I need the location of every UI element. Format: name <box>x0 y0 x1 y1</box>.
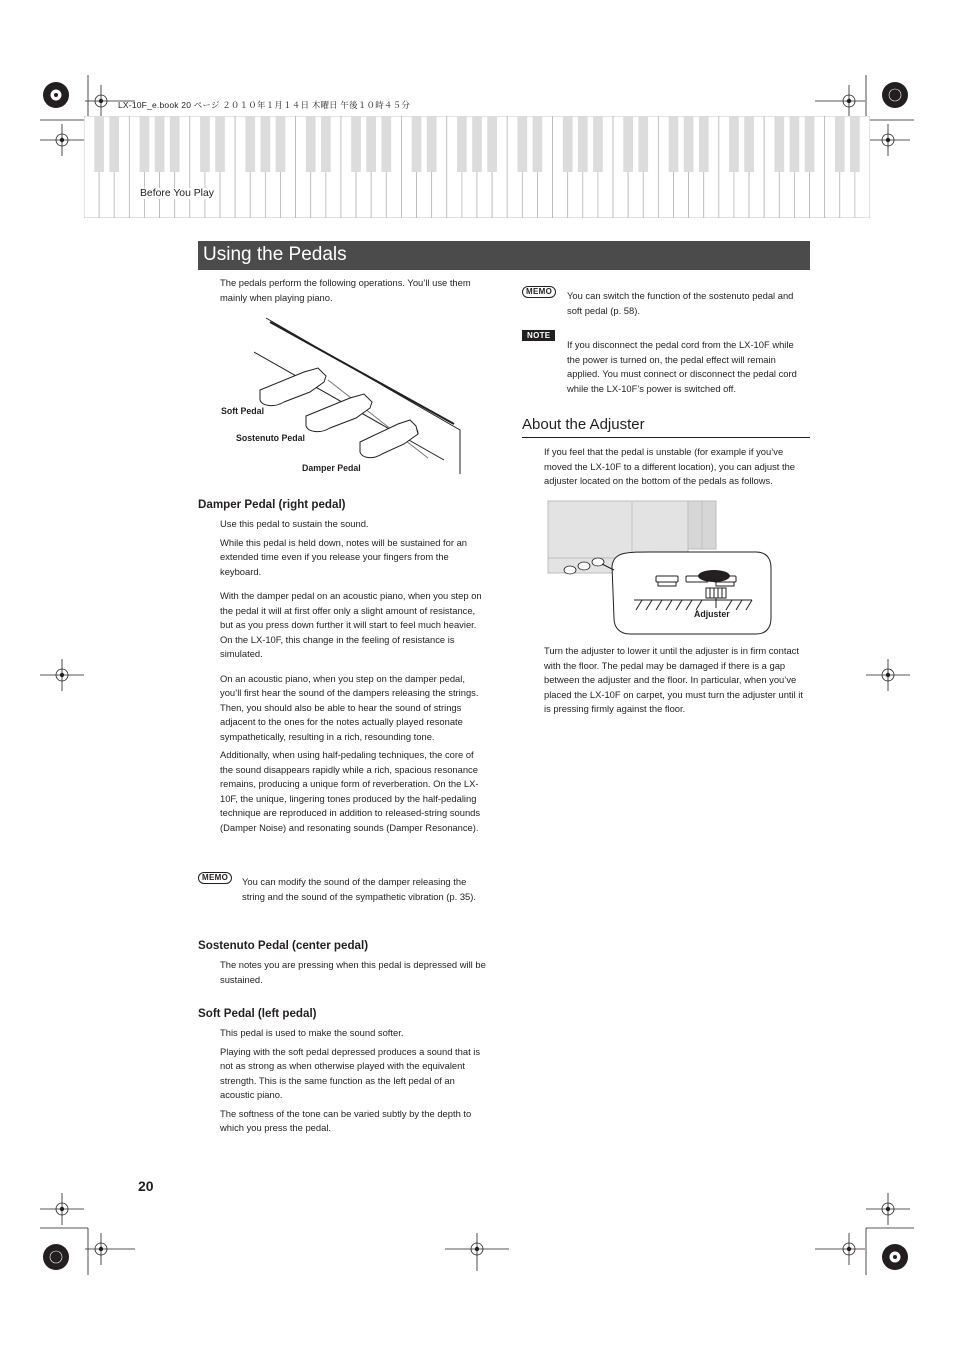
black-key <box>245 116 255 172</box>
keyboard-banner <box>84 116 870 218</box>
right-memo-text: You can switch the function of the sostenuto pedal and soft pedal (p. 58). <box>567 290 794 316</box>
black-key <box>321 116 331 172</box>
black-key <box>744 116 754 172</box>
black-key <box>155 116 165 172</box>
black-key <box>805 116 815 172</box>
black-key <box>533 116 543 172</box>
sostenuto-body <box>220 958 486 991</box>
damper-pedal-label: Damper Pedal <box>302 463 361 473</box>
page-number: 20 <box>138 1178 154 1194</box>
right-note <box>567 338 809 400</box>
sostenuto-heading: Sostenuto Pedal (center pedal) <box>198 939 369 952</box>
damper-p2: While this pedal is held down, notes will be sustained for an extended time even if you release your fingers from the keyboard. <box>220 536 468 577</box>
section-label: Before You Play <box>140 188 214 199</box>
note-badge <box>522 325 555 343</box>
black-key <box>638 116 648 172</box>
damper-p3: With the damper pedal on an acoustic piano, when you step on the pedal it will at first offer only a slight amount of resistance, but as you press down further it will start to feel much heavier. On the LX-10F, this change in the feeling of resistance is simulated. <box>220 590 482 659</box>
black-key <box>623 116 633 172</box>
soft-heading: Soft Pedal (left pedal) <box>198 1007 317 1020</box>
damper-body <box>220 517 486 839</box>
damper-heading: Damper Pedal (right pedal) <box>198 498 346 511</box>
title-bar <box>198 241 810 270</box>
black-key <box>835 116 845 172</box>
damper-memo-text: You can modify the sound of the damper releasing the string and the sound of the sympathetic vibration (p. 35). <box>242 876 476 902</box>
black-key <box>306 116 316 172</box>
soft-p3: The softness of the tone can be varied subtly by the depth to which you press the pedal. <box>220 1107 472 1133</box>
black-key <box>563 116 573 172</box>
black-key <box>351 116 361 172</box>
black-key <box>381 116 391 172</box>
note-icon: NOTE <box>522 330 555 341</box>
damper-p4: On an acoustic piano, when you step on the damper pedal, you’ll first hear the sound of the dampers releasing the strings. Then, you should also be able to hear the sound of strings adjacent to the ones for the notes actually played resonate sympathetically, resulting in a rich, resounding tone. <box>220 672 479 742</box>
damper-memo-badge <box>198 867 232 885</box>
black-key <box>215 116 225 172</box>
memo-icon: MEMO <box>522 286 556 298</box>
black-key <box>427 116 437 172</box>
black-key <box>366 116 376 172</box>
black-key <box>276 116 286 172</box>
black-key <box>790 116 800 172</box>
black-key <box>729 116 739 172</box>
adjuster-heading: About the Adjuster <box>522 416 645 433</box>
sostenuto-pedal-label: Sostenuto Pedal <box>236 433 305 443</box>
black-key <box>518 116 528 172</box>
soft-p1: This pedal is used to make the sound softer. <box>220 1027 404 1038</box>
black-key <box>412 116 422 172</box>
adjuster-p1: If you feel that the pedal is unstable (for example if you’ve moved the LX-10F to a different location), you can adjust the adjuster located on the bottom of the pedals as follows. <box>544 446 796 486</box>
damper-p1: Use this pedal to sustain the sound. <box>220 518 369 529</box>
black-key <box>669 116 679 172</box>
adjuster-p2: Turn the adjuster to lower it until the adjuster is in firm contact with the floor. The pedal may be damaged if there is a gap between the adjuster and the floor. In particular, when you’ve placed the LX-10F on carpet, you must turn the adjuster until it is pressing firmly against the floor. <box>544 645 803 714</box>
black-key <box>699 116 709 172</box>
black-key <box>457 116 467 172</box>
adjuster-intro <box>544 445 810 493</box>
black-key <box>684 116 694 172</box>
intro-text <box>220 276 482 309</box>
black-key <box>487 116 497 172</box>
adjuster-label: Adjuster <box>694 609 730 619</box>
black-key <box>109 116 119 172</box>
black-key <box>850 116 860 172</box>
sostenuto-p1: The notes you are pressing when this pedal is depressed will be sustained. <box>220 959 486 985</box>
soft-p2: Playing with the soft pedal depressed produces a sound that is not as strong as when otherwise played with the equivalent strength. This is the same function as the left pedal of an acoustic piano. <box>220 1045 481 1100</box>
black-key <box>140 116 150 172</box>
pedal-illustration <box>218 312 464 480</box>
black-key <box>774 116 784 172</box>
black-key <box>578 116 588 172</box>
black-key <box>170 116 180 172</box>
black-key <box>261 116 271 172</box>
damper-memo <box>242 875 478 908</box>
adjuster-illustration <box>546 500 772 636</box>
black-key <box>593 116 603 172</box>
black-key <box>200 116 210 172</box>
damper-p5: Additionally, when using half-pedaling techniques, the core of the sound disappears rapidly while a rich, spacious resonance remains, producing a unique form of reverberation. On the LX-10F, the unique, lingering tones produced by the half-pedaling technique are reproduced in addition to released-string sounds (Damper Noise) and resonating sounds (Damper Resonance). <box>220 749 481 833</box>
soft-pedal-label: Soft Pedal <box>221 406 265 416</box>
intro-paragraph: The pedals perform the following operations. You’ll use them mainly when playing piano. <box>220 277 471 303</box>
black-key <box>94 116 104 172</box>
right-memo-badge <box>522 281 556 299</box>
right-note-text: If you disconnect the pedal cord from the LX-10F while the power is turned on, the pedal effect will remain applied. You must connect or disconnect the pedal cord while the LX-10F’s power is switched off. <box>567 339 797 394</box>
adjuster-heading-block <box>522 415 810 438</box>
adjuster-body <box>544 644 810 721</box>
soft-body <box>220 1026 486 1140</box>
black-key <box>472 116 482 172</box>
page-title: Using the Pedals <box>203 244 347 265</box>
file-stamp: LX-10F_e.book 20 ページ ２０１０年１月１４日 木曜日 午後１０時４５分 <box>118 100 411 110</box>
right-memo <box>567 289 807 322</box>
memo-icon: MEMO <box>198 872 232 884</box>
